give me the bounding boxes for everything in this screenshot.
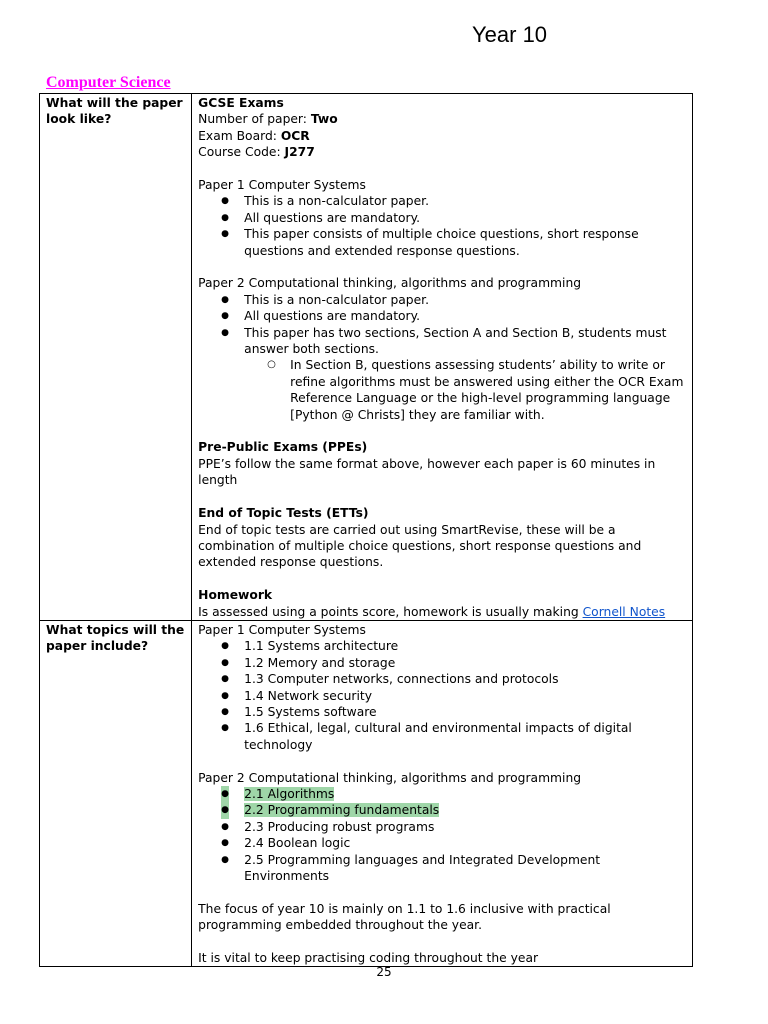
list-item: ● This is a non-calculator paper. <box>244 292 686 308</box>
table-row <box>40 620 693 966</box>
list-item <box>244 802 686 818</box>
list-item: ● This is a non-calculator paper. <box>244 193 686 209</box>
cornell-notes-link[interactable]: Cornell Notes <box>582 604 666 619</box>
paper1-bullet-list <box>198 193 686 259</box>
list-item: ● 1.4 Network security <box>244 688 686 704</box>
focus-text: The focus of year 10 is mainly on 1.1 to 1.6 inclusive with practical programming embedded throughout the year. <box>198 901 611 933</box>
list-item: ● 2.5 Programming languages and Integrated Development Environments <box>244 852 686 885</box>
list-item: ● All questions are mandatory. <box>244 308 686 324</box>
ett-title: End of Topic Tests (ETTs) <box>198 506 369 521</box>
detail-course-code: Course Code: J277 <box>198 145 315 160</box>
paper1-topic-list <box>198 638 686 753</box>
paper1-topics-title: Paper 1 Computer Systems <box>198 622 366 637</box>
subject-title: Computer Science <box>46 74 171 91</box>
list-item: ● 1.2 Memory and storage <box>244 655 686 671</box>
detail-number-of-papers: Number of paper: Two <box>198 112 338 127</box>
highlighted-topic: 2.1 Algorithms <box>244 786 335 801</box>
table-row <box>40 94 693 621</box>
paper2-title: Paper 2 Computational thinking, algorithms and programming <box>198 276 582 291</box>
list-item: ● This paper consists of multiple choice questions, short response questions and extended response questions. <box>244 226 686 259</box>
paper2-topic-list <box>198 786 686 884</box>
list-item: ○ In Section B, questions assessing students’ ability to write or refine algorithms must be answered using either the OCR Exam Reference Language or the high-level programming language [Python @ Christs] they are familiar with. <box>290 357 686 423</box>
list-item <box>244 786 686 802</box>
question-text: What will the paper look like? <box>46 96 183 127</box>
ppe-text: PPE’s follow the same format above, however each paper is 60 minutes in length <box>198 456 656 488</box>
paper2-sub-list <box>198 357 686 423</box>
homework-title: Homework <box>198 588 273 603</box>
paper1-title: Paper 1 Computer Systems <box>198 178 366 193</box>
list-item: ● 1.5 Systems software <box>244 704 686 720</box>
detail-exam-board: Exam Board: OCR <box>198 128 310 143</box>
answer-cell <box>192 94 693 621</box>
list-item: ● This paper has two sections, Section A and Section B, students must answer both sections. <box>244 325 686 358</box>
question-cell <box>40 620 192 966</box>
list-item: ● 1.3 Computer networks, connections and protocols <box>244 671 686 687</box>
paper2-bullet-list <box>198 292 686 358</box>
closing-text: It is vital to keep practising coding throughout the year <box>198 951 539 965</box>
homework-text: Is assessed using a points score, homework is usually making Cornell Notes <box>198 604 666 619</box>
list-item: ● All questions are mandatory. <box>244 210 686 226</box>
gcse-title: GCSE Exams <box>198 96 284 110</box>
year-heading: Year 10 <box>472 22 548 47</box>
list-item: ● 1.6 Ethical, legal, cultural and environmental impacts of digital technology <box>244 720 686 753</box>
info-table <box>39 93 693 967</box>
highlighted-topic: 2.2 Programming fundamentals <box>244 803 440 818</box>
list-item: ● 1.1 Systems architecture <box>244 638 686 654</box>
paper2-topics-title: Paper 2 Computational thinking, algorithms and programming <box>198 770 582 785</box>
page-number: 25 <box>376 965 392 979</box>
question-cell <box>40 94 192 621</box>
answer-cell <box>192 620 693 966</box>
ett-text: End of topic tests are carried out using SmartRevise, these will be a combination of multiple choice questions, short response questions and extended response questions. <box>198 522 642 570</box>
list-item: ● 2.3 Producing robust programs <box>244 819 686 835</box>
ppe-title: Pre-Public Exams (PPEs) <box>198 440 368 455</box>
list-item: ● 2.4 Boolean logic <box>244 835 686 851</box>
question-text: What topics will the paper include? <box>46 622 185 654</box>
